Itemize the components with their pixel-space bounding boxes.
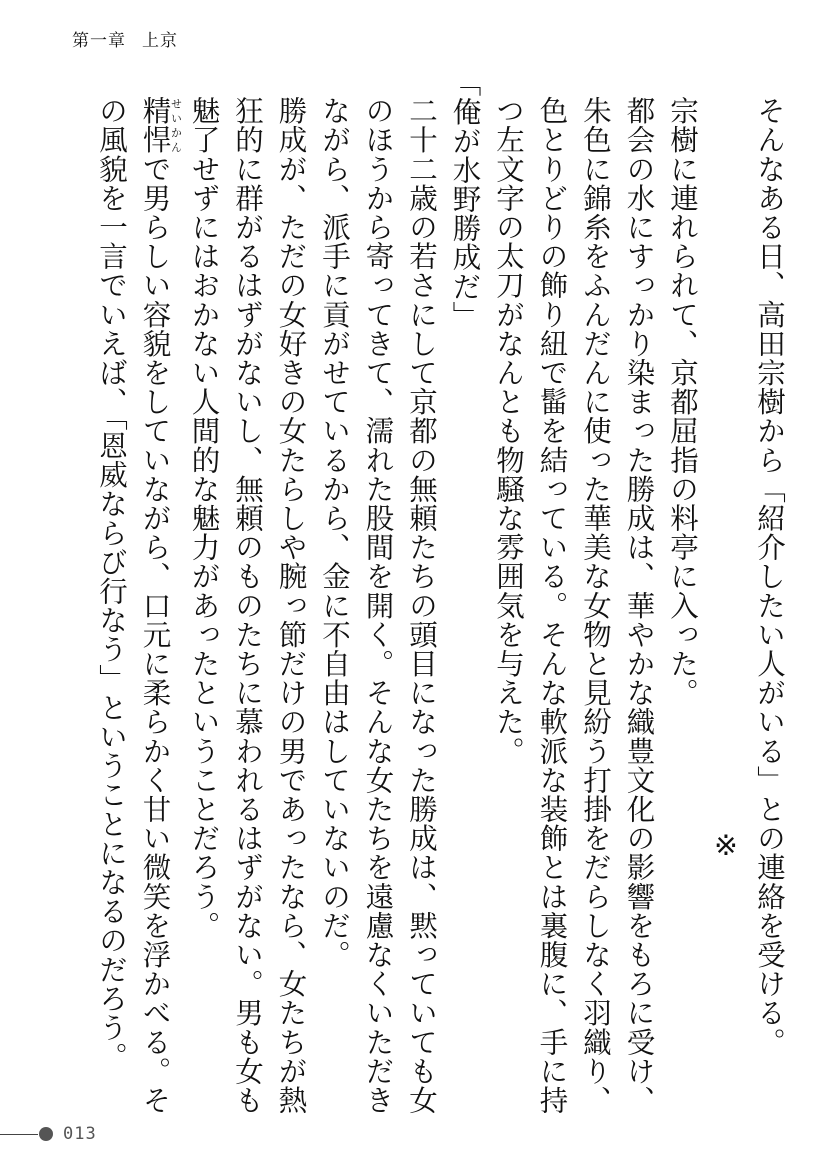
folio-dot-icon bbox=[39, 1127, 53, 1141]
paragraph: そんなある日、高田宗樹から「紹介したい人がいる」との連絡を受ける。 bbox=[753, 96, 786, 1057]
ruby-word bbox=[138, 96, 183, 155]
ruby-reading: せいかん bbox=[169, 96, 183, 155]
running-header bbox=[72, 26, 178, 51]
paragraph-rest: で男らしい容貌をしていながら、口元に柔らかく甘い微笑を浮かべる。その風貌を一言でいえば、「恩威ならび行なう」ということになるのだろう。 bbox=[95, 96, 172, 1115]
paragraph: 都会の水にすっかり染まった勝成は、華やかな織豊文化の影響をもろに受け、朱色に錦糸をふんだんに使った華美な女物と見紛う打掛をだらしなく羽織り、色とりどりの飾り紐で髷を結っている。そんな軟派な装飾とは裏腹に、手に持つ左文字の太刀がなんとも物騒な雰囲気を与えた。 bbox=[492, 96, 656, 1115]
vertical-body-text bbox=[56, 68, 791, 1126]
section-break-mark: ※ bbox=[709, 829, 743, 863]
paragraph: 二十二歳の若さにして京都の無頼たちの頭目になった勝成は、黙っていても女のほうから寄ってきて、濡れた股間を開く。そんな女たちを遠慮なくいただきながら、派手に貢がせているから、金に不自由はしていないのだ。 bbox=[318, 96, 438, 1115]
folio-rule bbox=[0, 1134, 38, 1135]
paragraph-with-ruby bbox=[90, 96, 183, 1126]
chapter-label: 第一章 bbox=[72, 31, 126, 51]
paragraph: 宗樹に連れられて、京都屈指の料亭に入った。 bbox=[666, 96, 699, 708]
page-number: 013 bbox=[63, 1124, 97, 1144]
paragraph: 勝成が、ただの女好きの女たらしや腕っ節だけの男であったなら、女たちが熱狂的に群がるはずがないし、無頼のものたちに慕われるはずがない。男も女も魅了せずにはおかない人間的な魅力があったということだろう。 bbox=[187, 96, 308, 1115]
dialogue-line: 「俺が水野勝成だ」 bbox=[448, 68, 482, 330]
ruby-base: 精悍 bbox=[138, 96, 172, 155]
chapter-title: 上京 bbox=[142, 31, 178, 51]
page-folio bbox=[0, 1124, 97, 1144]
